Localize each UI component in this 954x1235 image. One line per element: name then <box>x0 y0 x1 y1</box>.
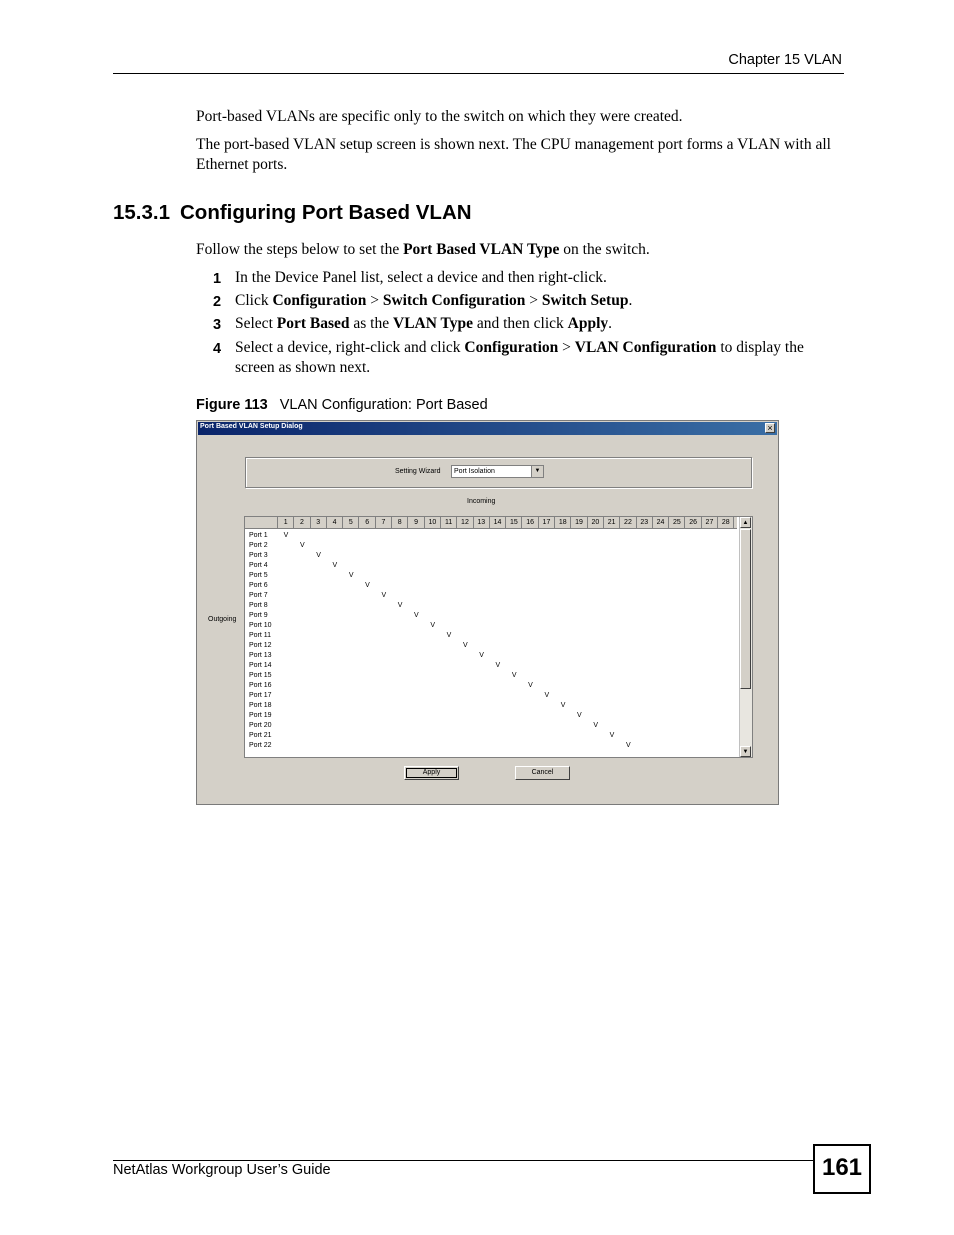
row-label: Port 10 <box>249 622 272 629</box>
membership-mark[interactable]: V <box>348 572 354 579</box>
column-header: 13 <box>474 517 490 528</box>
figure-caption-text: VLAN Configuration: Port Based <box>279 397 488 413</box>
section-title: Configuring Port Based VLAN <box>180 201 472 224</box>
setting-wizard-select[interactable] <box>451 465 544 478</box>
row-label: Port 17 <box>249 692 272 699</box>
section-number: 15.3.1 <box>113 201 170 224</box>
column-header: 8 <box>392 517 408 528</box>
membership-mark[interactable]: V <box>332 562 338 569</box>
membership-mark[interactable]: V <box>365 582 370 589</box>
membership-mark[interactable]: V <box>528 682 533 689</box>
row-label: Port 18 <box>249 702 272 709</box>
chapter-header: Chapter 15 VLAN <box>728 52 842 68</box>
column-header: 9 <box>408 517 424 528</box>
column-header: 5 <box>343 517 359 528</box>
row-label: Port 15 <box>249 672 272 679</box>
incoming-label: Incoming <box>467 498 496 505</box>
intro-paragraph-2: The port-based VLAN setup screen is shown next. The CPU management port forms a VLAN with all Ethernet ports. <box>196 136 831 173</box>
row-label: Port 14 <box>249 662 272 669</box>
steps-intro-text-end: on the switch. <box>559 241 650 258</box>
row-label: Port 2 <box>249 542 268 549</box>
membership-mark[interactable]: V <box>479 652 484 659</box>
row-label: Port 9 <box>249 612 268 619</box>
steps-intro-bold: Port Based VLAN Type <box>403 241 560 258</box>
column-header: 4 <box>327 517 343 528</box>
column-header: 25 <box>669 517 685 528</box>
membership-mark[interactable]: V <box>462 642 468 649</box>
grid-corner-cell <box>245 517 278 528</box>
row-label: Port 11 <box>249 632 272 639</box>
column-header: 15 <box>506 517 522 528</box>
membership-mark[interactable]: V <box>446 632 452 639</box>
membership-mark[interactable]: V <box>283 532 289 539</box>
membership-mark[interactable]: V <box>495 662 501 669</box>
vertical-scrollbar[interactable] <box>739 517 752 757</box>
footer-rule <box>113 1160 813 1161</box>
dialog-title: Port Based VLAN Setup Dialog <box>200 423 303 430</box>
row-label: Port 16 <box>249 682 272 689</box>
row-label: Port 13 <box>249 652 272 659</box>
column-header: 7 <box>376 517 392 528</box>
membership-mark[interactable]: V <box>397 602 403 609</box>
column-header: 19 <box>571 517 587 528</box>
column-header: 23 <box>637 517 653 528</box>
intro-paragraph-1: Port-based VLANs are specific only to the switch on which they were created. <box>196 108 683 125</box>
column-header: 2 <box>294 517 310 528</box>
membership-mark[interactable]: V <box>625 742 631 749</box>
chevron-down-icon[interactable]: ▼ <box>531 466 543 477</box>
membership-mark[interactable]: V <box>414 612 419 619</box>
row-label: Port 21 <box>249 732 272 739</box>
guide-title: NetAtlas Workgroup User’s Guide <box>113 1162 331 1178</box>
scroll-down-icon[interactable]: ▼ <box>740 746 751 757</box>
step-number: 4 <box>213 341 222 357</box>
membership-mark[interactable]: V <box>577 712 582 719</box>
step-number: 2 <box>213 294 222 310</box>
column-header: 24 <box>653 517 669 528</box>
outgoing-label: Outgoing <box>208 616 237 623</box>
membership-mark[interactable]: V <box>560 702 566 709</box>
column-header: 6 <box>360 517 376 528</box>
column-header: 14 <box>490 517 506 528</box>
column-header: 20 <box>588 517 604 528</box>
section-heading <box>113 201 472 225</box>
membership-mark[interactable]: V <box>299 542 305 549</box>
row-label: Port 22 <box>249 742 272 749</box>
membership-mark[interactable]: V <box>511 672 517 679</box>
membership-mark[interactable]: V <box>316 552 321 559</box>
step-number: 3 <box>213 317 222 333</box>
column-header: 16 <box>523 517 539 528</box>
header-rule <box>113 73 844 74</box>
row-label: Port 1 <box>249 532 268 539</box>
membership-mark[interactable]: V <box>593 722 599 729</box>
row-label: Port 5 <box>249 572 268 579</box>
row-label: Port 3 <box>249 552 268 559</box>
row-label: Port 19 <box>249 712 272 719</box>
column-header: 1 <box>278 517 294 528</box>
membership-mark[interactable]: V <box>544 692 550 699</box>
grid-header-row <box>245 517 737 529</box>
wizard-panel <box>245 457 752 488</box>
membership-mark[interactable]: V <box>381 592 387 599</box>
scroll-up-icon[interactable]: ▲ <box>740 517 751 528</box>
page-number: 161 <box>821 1154 863 1181</box>
column-header: 28 <box>718 517 734 528</box>
column-header: 21 <box>604 517 620 528</box>
steps-intro-text: Follow the steps below to set the <box>196 241 404 258</box>
setting-wizard-value: Port Isolation <box>454 468 495 475</box>
column-header: 3 <box>311 517 327 528</box>
cancel-button[interactable]: Cancel <box>515 766 570 780</box>
step-number: 1 <box>213 271 222 287</box>
row-label: Port 6 <box>249 582 268 589</box>
vlan-grid <box>244 516 753 758</box>
row-label: Port 20 <box>249 722 272 729</box>
column-header: 11 <box>441 517 457 528</box>
setting-wizard-label: Setting Wizard <box>395 468 441 475</box>
step-text: In the Device Panel list, select a device and then right-click. <box>235 269 607 286</box>
scroll-thumb[interactable] <box>740 529 751 689</box>
row-label: Port 12 <box>249 642 272 649</box>
step-text: Select Port Based as the VLAN Type and then click Apply. <box>235 315 613 332</box>
figure-caption <box>196 397 488 413</box>
close-icon[interactable]: × <box>765 423 775 433</box>
apply-button[interactable]: Apply <box>404 766 459 780</box>
column-header: 26 <box>686 517 702 528</box>
column-header: 10 <box>425 517 441 528</box>
column-header: 27 <box>702 517 718 528</box>
column-header: 17 <box>539 517 555 528</box>
row-label: Port 8 <box>249 602 268 609</box>
column-header: 12 <box>457 517 473 528</box>
steps-intro <box>196 240 846 260</box>
row-label: Port 7 <box>249 592 268 599</box>
row-label: Port 4 <box>249 562 268 569</box>
membership-mark[interactable]: V <box>430 622 436 629</box>
column-header: 22 <box>620 517 636 528</box>
figure-label: Figure 113 <box>196 397 268 413</box>
dialog-titlebar[interactable] <box>198 422 777 435</box>
step-text: Click Configuration > Switch Configuration > Switch Setup. <box>235 292 633 309</box>
vlan-setup-dialog <box>196 420 779 805</box>
step-text: Select a device, right-click and click Configuration > VLAN Configuration to display the screen as shown next. <box>235 339 804 376</box>
column-header: 18 <box>555 517 571 528</box>
membership-mark[interactable]: V <box>609 732 615 739</box>
page-number-box <box>813 1144 871 1194</box>
